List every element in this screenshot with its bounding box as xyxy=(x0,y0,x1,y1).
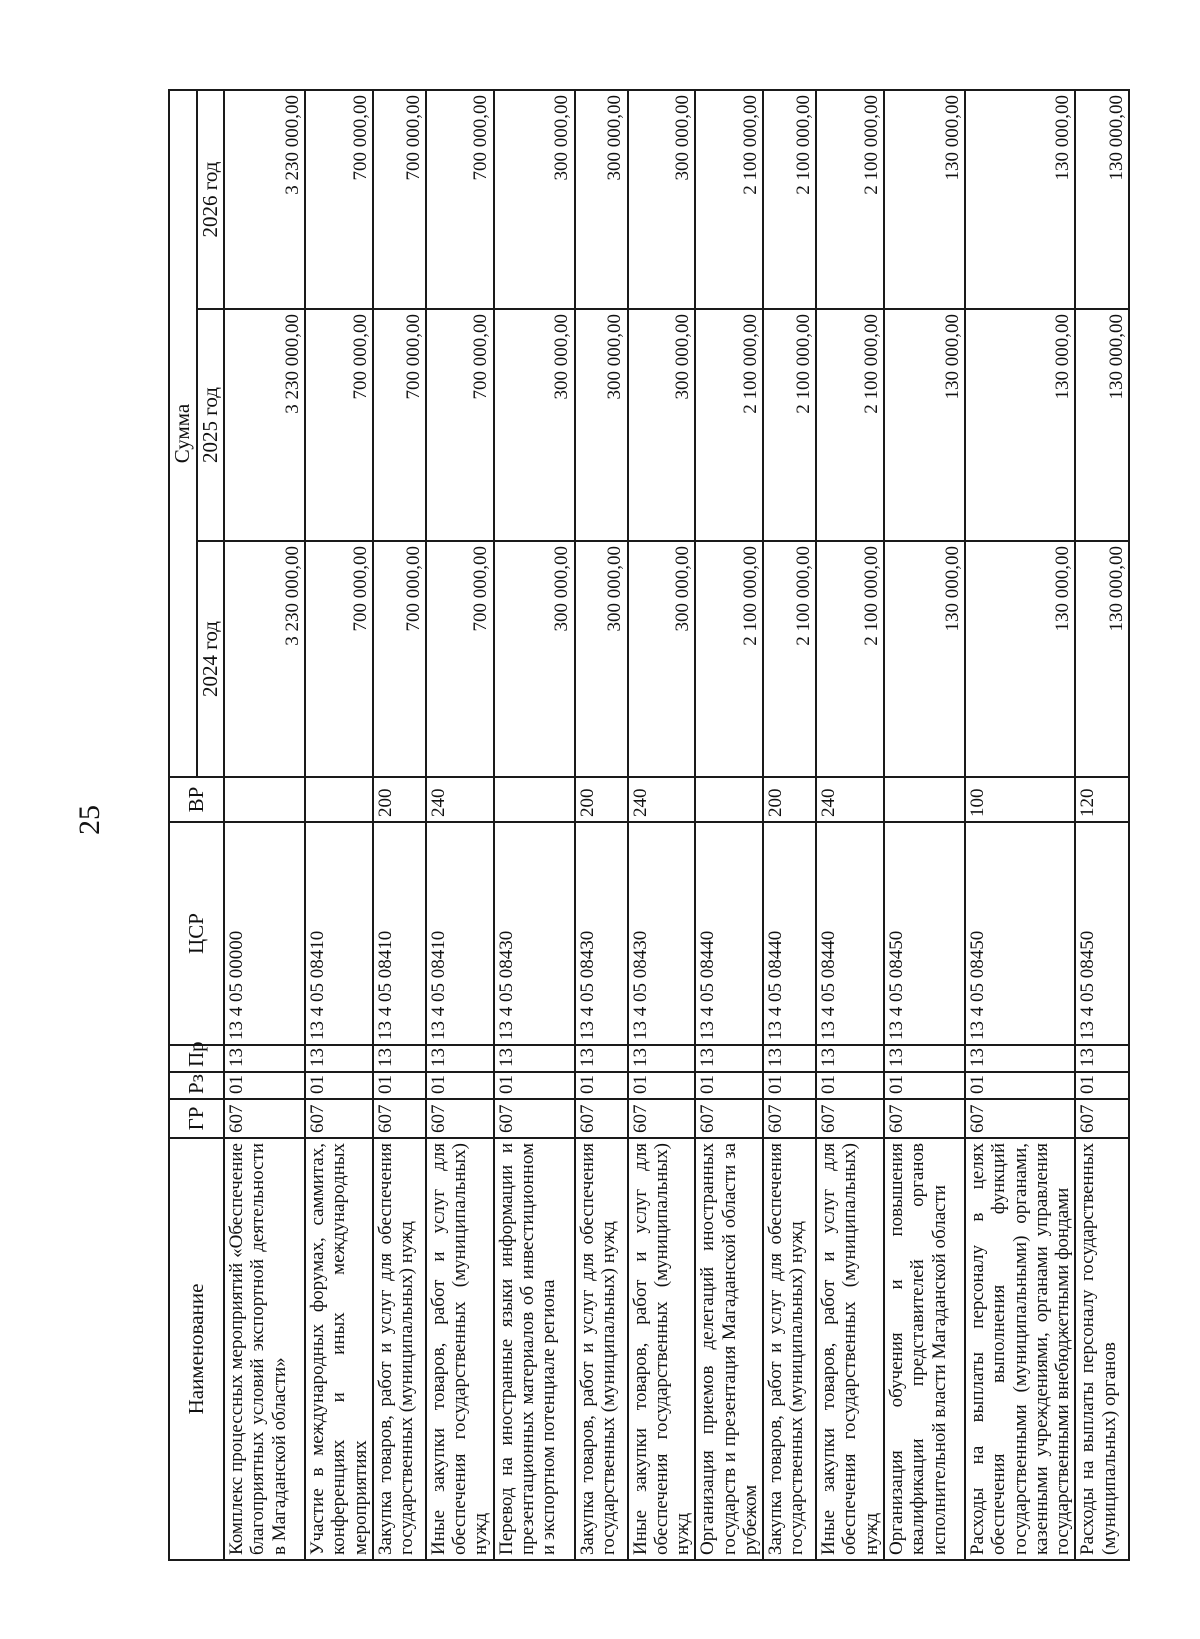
cell-csr: 13 4 05 08430 xyxy=(575,822,628,1045)
cell-name: Закупка товаров, работ и услуг для обеспечения государственных (муниципальных) нужд xyxy=(373,1138,426,1560)
cell-rz: 01 xyxy=(763,1072,816,1099)
cell-pr: 13 xyxy=(373,1045,426,1072)
cell-csr: 13 4 05 08410 xyxy=(426,822,494,1045)
cell-rz: 01 xyxy=(373,1072,426,1099)
cell-pr: 13 xyxy=(305,1045,373,1072)
cell-csr: 13 4 05 08410 xyxy=(305,822,373,1045)
cell-vr: 200 xyxy=(763,777,816,822)
cell-name: Иные закупки товаров, работ и услуг для обеспечения государственных (муниципальных) нужд xyxy=(426,1138,494,1560)
header-2024: 2024 год xyxy=(197,541,225,777)
cell-csr: 13 4 05 08440 xyxy=(763,822,816,1045)
cell-csr: 13 4 05 08430 xyxy=(628,822,696,1045)
cell-rz: 01 xyxy=(1075,1072,1129,1099)
cell-vr: 200 xyxy=(373,777,426,822)
cell-2026: 3 230 000,00 xyxy=(224,90,305,309)
table-row xyxy=(224,90,305,1560)
cell-csr: 13 4 05 00000 xyxy=(224,822,305,1045)
header-sum: Сумма xyxy=(169,90,197,777)
cell-name: Организация обучения и повышения квалификации представителей органов исполнительной власти Магаданской области xyxy=(884,1138,965,1560)
cell-name: Закупка товаров, работ и услуг для обеспечения государственных (муниципальных) нужд xyxy=(763,1138,816,1560)
cell-vr xyxy=(695,777,763,822)
cell-2024: 300 000,00 xyxy=(628,541,696,777)
table-row xyxy=(1075,90,1129,1560)
cell-2025: 300 000,00 xyxy=(575,309,628,541)
cell-name: Расходы на выплаты персоналу государственных (муниципальных) органов xyxy=(1075,1138,1129,1560)
cell-name: Иные закупки товаров, работ и услуг для обеспечения государственных (муниципальных) нужд xyxy=(628,1138,696,1560)
cell-name: Расходы на выплаты персоналу в целях обеспечения выполнения функций государственными (муниципальными) органами, казенными учреждениями, органами управления государственными внебюджетными фондами xyxy=(965,1138,1075,1560)
table-row xyxy=(575,90,628,1560)
cell-2026: 700 000,00 xyxy=(305,90,373,309)
cell-2024: 300 000,00 xyxy=(494,541,575,777)
cell-gr: 607 xyxy=(575,1099,628,1138)
cell-2025: 130 000,00 xyxy=(1075,309,1129,541)
cell-pr: 13 xyxy=(965,1045,1075,1072)
cell-name: Закупка товаров, работ и услуг для обеспечения государственных (муниципальных) нужд xyxy=(575,1138,628,1560)
cell-2024: 700 000,00 xyxy=(305,541,373,777)
cell-csr: 13 4 05 08410 xyxy=(373,822,426,1045)
cell-rz: 01 xyxy=(494,1072,575,1099)
cell-vr xyxy=(224,777,305,822)
header-2025: 2025 год xyxy=(197,309,225,541)
cell-name: Иные закупки товаров, работ и услуг для обеспечения государственных (муниципальных) нужд xyxy=(816,1138,884,1560)
cell-2024: 700 000,00 xyxy=(426,541,494,777)
cell-2024: 130 000,00 xyxy=(1075,541,1129,777)
table-row xyxy=(816,90,884,1560)
table-row xyxy=(884,90,965,1560)
cell-2026: 700 000,00 xyxy=(373,90,426,309)
cell-vr: 240 xyxy=(628,777,696,822)
cell-rz: 01 xyxy=(816,1072,884,1099)
cell-vr: 120 xyxy=(1075,777,1129,822)
table-row xyxy=(494,90,575,1560)
cell-vr xyxy=(494,777,575,822)
cell-2024: 300 000,00 xyxy=(575,541,628,777)
cell-rz: 01 xyxy=(575,1072,628,1099)
table-row xyxy=(305,90,373,1560)
cell-2025: 130 000,00 xyxy=(965,309,1075,541)
budget-table xyxy=(168,89,1130,1561)
cell-2024: 3 230 000,00 xyxy=(224,541,305,777)
cell-gr: 607 xyxy=(494,1099,575,1138)
cell-2025: 300 000,00 xyxy=(628,309,696,541)
cell-2026: 130 000,00 xyxy=(1075,90,1129,309)
cell-rz: 01 xyxy=(965,1072,1075,1099)
header-pr: Пр xyxy=(169,1045,224,1072)
cell-2024: 2 100 000,00 xyxy=(763,541,816,777)
cell-pr: 13 xyxy=(426,1045,494,1072)
cell-gr: 607 xyxy=(305,1099,373,1138)
table-row xyxy=(965,90,1075,1560)
cell-rz: 01 xyxy=(224,1072,305,1099)
cell-pr: 13 xyxy=(1075,1045,1129,1072)
cell-2025: 2 100 000,00 xyxy=(816,309,884,541)
cell-pr: 13 xyxy=(575,1045,628,1072)
cell-gr: 607 xyxy=(224,1099,305,1138)
cell-2026: 2 100 000,00 xyxy=(763,90,816,309)
table-row xyxy=(373,90,426,1560)
cell-gr: 607 xyxy=(884,1099,965,1138)
cell-pr: 13 xyxy=(224,1045,305,1072)
cell-2024: 700 000,00 xyxy=(373,541,426,777)
cell-2026: 300 000,00 xyxy=(494,90,575,309)
cell-vr xyxy=(884,777,965,822)
header-csr: ЦСР xyxy=(169,822,224,1045)
cell-2024: 2 100 000,00 xyxy=(816,541,884,777)
cell-vr xyxy=(305,777,373,822)
cell-gr: 607 xyxy=(965,1099,1075,1138)
cell-gr: 607 xyxy=(426,1099,494,1138)
table-row xyxy=(628,90,696,1560)
cell-2026: 130 000,00 xyxy=(965,90,1075,309)
cell-vr: 100 xyxy=(965,777,1075,822)
cell-pr: 13 xyxy=(628,1045,696,1072)
cell-2026: 130 000,00 xyxy=(884,90,965,309)
cell-2025: 2 100 000,00 xyxy=(763,309,816,541)
cell-gr: 607 xyxy=(816,1099,884,1138)
cell-vr: 240 xyxy=(816,777,884,822)
cell-2025: 300 000,00 xyxy=(494,309,575,541)
cell-2025: 700 000,00 xyxy=(426,309,494,541)
cell-pr: 13 xyxy=(494,1045,575,1072)
cell-pr: 13 xyxy=(695,1045,763,1072)
cell-2024: 130 000,00 xyxy=(965,541,1075,777)
cell-rz: 01 xyxy=(884,1072,965,1099)
cell-vr: 240 xyxy=(426,777,494,822)
table-row xyxy=(763,90,816,1560)
cell-rz: 01 xyxy=(305,1072,373,1099)
cell-2025: 2 100 000,00 xyxy=(695,309,763,541)
table-row xyxy=(695,90,763,1560)
cell-csr: 13 4 05 08440 xyxy=(816,822,884,1045)
cell-gr: 607 xyxy=(628,1099,696,1138)
cell-csr: 13 4 05 08450 xyxy=(884,822,965,1045)
cell-vr: 200 xyxy=(575,777,628,822)
cell-pr: 13 xyxy=(816,1045,884,1072)
cell-2026: 300 000,00 xyxy=(628,90,696,309)
table-row xyxy=(426,90,494,1560)
cell-gr: 607 xyxy=(373,1099,426,1138)
cell-gr: 607 xyxy=(695,1099,763,1138)
cell-rz: 01 xyxy=(426,1072,494,1099)
header-2026: 2026 год xyxy=(197,90,225,309)
cell-rz: 01 xyxy=(695,1072,763,1099)
budget-table-container xyxy=(168,91,1128,1561)
header-gr: ГР xyxy=(169,1099,224,1138)
cell-2024: 130 000,00 xyxy=(884,541,965,777)
header-vr: ВР xyxy=(169,777,224,822)
page-number: 25 xyxy=(73,805,106,835)
cell-gr: 607 xyxy=(1075,1099,1129,1138)
cell-2026: 300 000,00 xyxy=(575,90,628,309)
cell-pr: 13 xyxy=(884,1045,965,1072)
cell-2026: 2 100 000,00 xyxy=(816,90,884,309)
cell-gr: 607 xyxy=(763,1099,816,1138)
cell-csr: 13 4 05 08450 xyxy=(1075,822,1129,1045)
cell-name: Перевод на иностранные языки информации и презентационных материалов об инвестиционном и экспортном потенциале региона xyxy=(494,1138,575,1560)
header-row-1 xyxy=(169,90,197,1560)
cell-rz: 01 xyxy=(628,1072,696,1099)
cell-name: Комплекс процессных мероприятий «Обеспечение благоприятных условий экспортной деятельности в Магаданской области» xyxy=(224,1138,305,1560)
header-rz: Рз xyxy=(169,1072,224,1099)
cell-2025: 700 000,00 xyxy=(373,309,426,541)
cell-pr: 13 xyxy=(763,1045,816,1072)
cell-name: Организация приемов делегаций иностранных государств и презентация Магаданской области за рубежом xyxy=(695,1138,763,1560)
cell-2025: 3 230 000,00 xyxy=(224,309,305,541)
cell-2026: 700 000,00 xyxy=(426,90,494,309)
cell-2025: 130 000,00 xyxy=(884,309,965,541)
cell-2025: 700 000,00 xyxy=(305,309,373,541)
cell-2024: 2 100 000,00 xyxy=(695,541,763,777)
header-name: Наименование xyxy=(169,1138,224,1560)
cell-2026: 2 100 000,00 xyxy=(695,90,763,309)
cell-name: Участие в международных форумах, саммитах, конференциях и иных международных мероприятиях xyxy=(305,1138,373,1560)
cell-csr: 13 4 05 08440 xyxy=(695,822,763,1045)
cell-csr: 13 4 05 08430 xyxy=(494,822,575,1045)
cell-csr: 13 4 05 08450 xyxy=(965,822,1075,1045)
